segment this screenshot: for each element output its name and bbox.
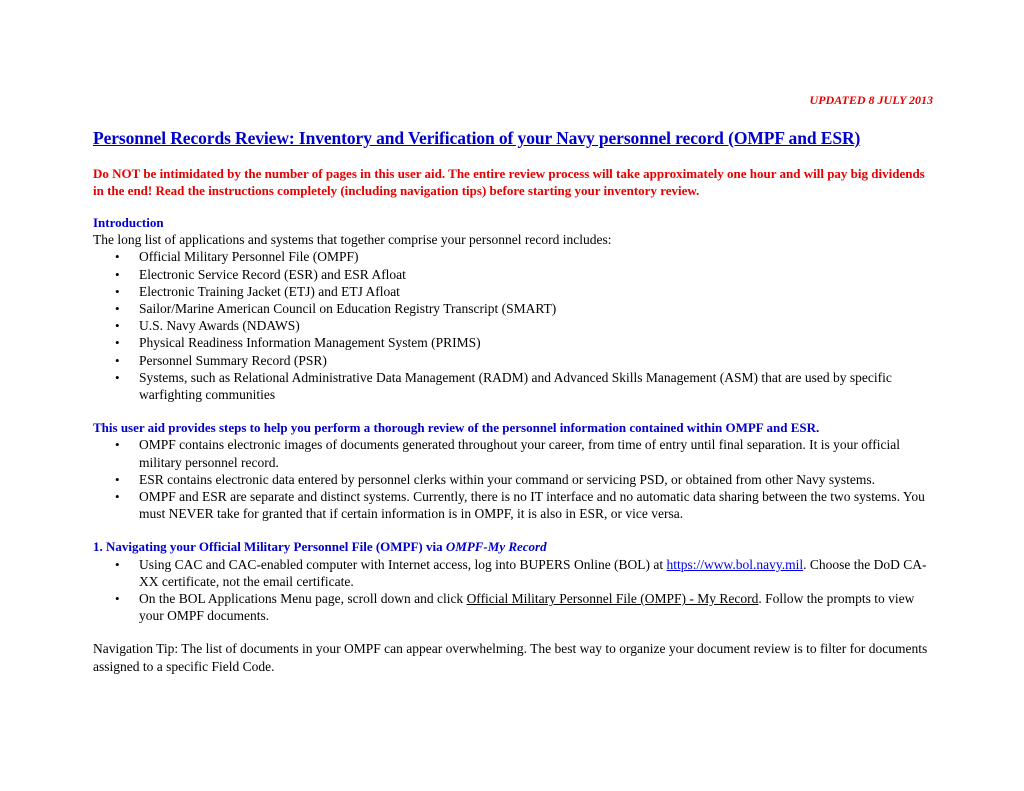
introduction-lead: The long list of applications and systems that together comprise your personnel record includes: — [93, 232, 612, 248]
updated-date: UPDATED 8 JULY 2013 — [809, 93, 933, 107]
list-item: • OMPF contains electronic images of documents generated throughout your career, from time of entry until final separation. It is your official military personnel record. — [139, 436, 933, 470]
list-item: • Official Military Personnel File (OMPF) — [139, 248, 933, 265]
list-item: • ESR contains electronic data entered by personnel clerks within your command or servicing PSD, or obtained from other Navy systems. — [139, 471, 933, 488]
list-item: • OMPF and ESR are separate and distinct systems. Currently, there is no IT interface and no automatic data sharing between the two systems. You must NEVER take for granted that if certain information is in OMPF, it is also in ESR, or vice versa. — [139, 488, 933, 522]
aid-list — [93, 436, 933, 522]
introduction-heading: Introduction — [93, 215, 164, 230]
section1-list — [93, 556, 933, 625]
aid-section-heading: This user aid provides steps to help you perform a thorough review of the personnel information contained within OMPF and ESR. — [93, 420, 820, 436]
item2-text-before: On the BOL Applications Menu page, scroll down and click — [139, 591, 467, 607]
warning-notice: Do NOT be intimidated by the number of pages in this user aid. The entire review process will take approximately one hour and will pay big dividends in the end! Read the instructions completely (including navigation tips) before starting your inventory review. — [93, 166, 925, 198]
item2-text-after: . Follow the prompts to view your OMPF documents. — [139, 591, 915, 624]
list-item: • Systems, such as Relational Administrative Data Management (RADM) and Advanced Skills Management (ASM) that are used by specific warfighting communities — [139, 369, 933, 403]
ompf-my-record-link[interactable]: Official Military Personnel File (OMPF) - My Record — [466, 591, 759, 607]
document-body — [93, 214, 933, 675]
list-item: • Physical Readiness Information Management System (PRIMS) — [139, 334, 933, 351]
navigation-tip: Navigation Tip: The list of documents in your OMPF can appear overwhelming. The best way to organize your document review is to filter for documents assigned to a specific Field Code. — [93, 641, 928, 674]
item1-text-after: . Choose the DoD CA-XX certificate, not the email certificate. — [139, 556, 927, 589]
list-item: • Electronic Training Jacket (ETJ) and ETJ Afloat — [139, 283, 933, 300]
list-item: • U.S. Navy Awards (NDAWS) — [139, 317, 933, 334]
section1-heading-italic: OMPF-My Record — [445, 539, 547, 555]
section1-heading-prefix: 1. Navigating your Official Military Personnel File (OMPF) via — [93, 539, 446, 555]
list-item: • Sailor/Marine American Council on Education Registry Transcript (SMART) — [139, 300, 933, 317]
list-item: • Personnel Summary Record (PSR) — [139, 352, 933, 369]
bol-link[interactable]: https://www.bol.navy.mil — [666, 556, 804, 572]
list-item: • Electronic Service Record (ESR) and ESR Afloat — [139, 266, 933, 283]
item1-text-before: Using CAC and CAC-enabled computer with Internet access, log into BUPERS Online (BOL) at — [139, 556, 667, 572]
page-title: Personnel Records Review: Inventory and Verification of your Navy personnel record (OMPF and ESR) — [93, 128, 861, 148]
section1-heading — [93, 538, 933, 555]
list-item — [139, 590, 933, 624]
systems-list — [93, 248, 933, 403]
list-item — [139, 556, 933, 590]
